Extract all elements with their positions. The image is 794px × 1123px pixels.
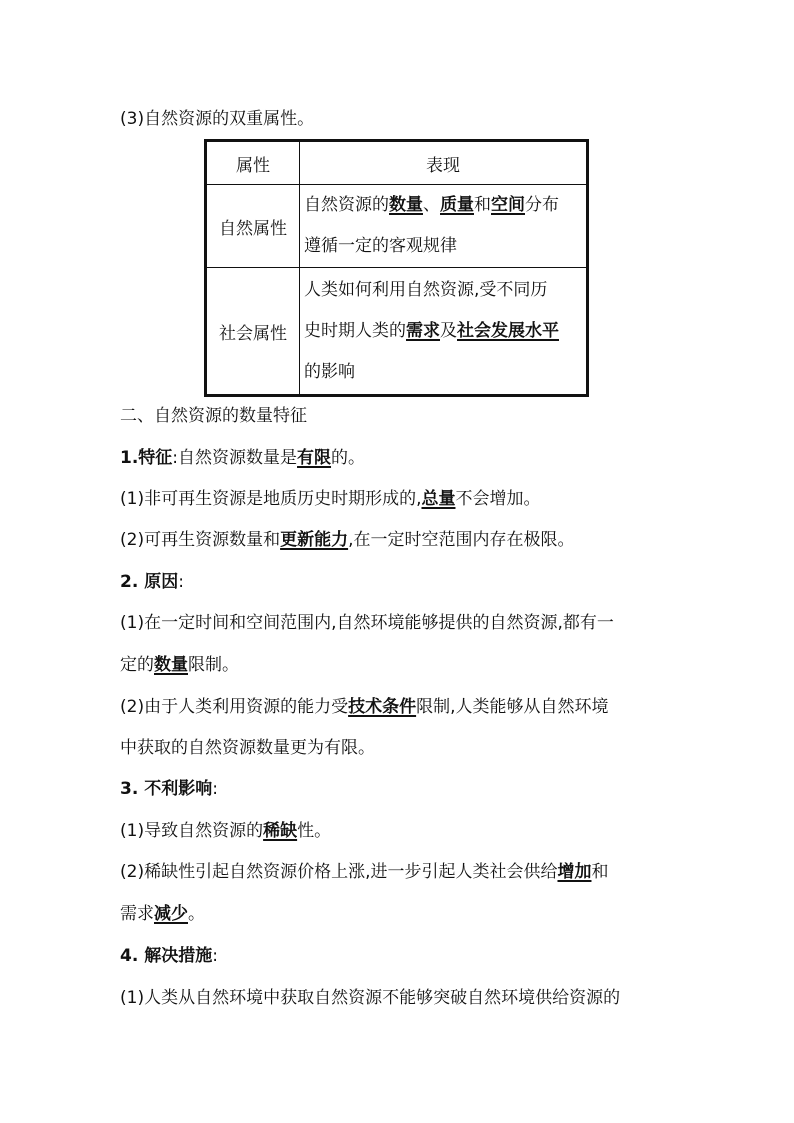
label: 4. 解决措施: [120, 946, 213, 966]
point3-1: [120, 820, 331, 842]
text: (1)非可再生资源是地质历史时期形成的,: [120, 489, 422, 509]
point2-2-line1: [120, 696, 609, 718]
point2: [120, 571, 184, 593]
key-term: 空间: [491, 195, 525, 215]
key-term: 技术条件: [348, 697, 417, 717]
point3: [120, 778, 218, 800]
cell-line: [304, 311, 582, 352]
header-attribute: 属性: [206, 141, 300, 185]
key-term: 减少: [154, 904, 188, 924]
performance-cell: [300, 268, 588, 396]
label: 特征: [138, 448, 173, 468]
point4-1-line1: (1)人类从自然环境中获取自然资源不能够突破自然环境供给资源的: [120, 988, 621, 1008]
text: 分布: [525, 195, 559, 215]
text: :自然资源数量是: [172, 448, 298, 468]
key-term: 更新能力: [280, 530, 349, 550]
point2-2-line2: 中获取的自然资源数量更为有限。: [120, 738, 375, 758]
text: 。: [188, 904, 205, 924]
label: 2. 原因: [120, 572, 179, 592]
text: 自然资源的: [304, 195, 389, 215]
text: 不会增加。: [455, 489, 541, 509]
text: 需求: [120, 904, 154, 924]
text: 和: [591, 862, 609, 882]
key-term: 数量: [389, 195, 423, 215]
point2-1-line2: [120, 654, 239, 676]
attribute-cell: 自然属性: [206, 185, 300, 268]
point1: [120, 447, 365, 469]
cell-line: 人类如何利用自然资源,受不同历: [304, 279, 548, 300]
attribute-cell: 社会属性: [206, 268, 300, 396]
key-term: 增加: [557, 862, 592, 882]
text: :: [212, 946, 218, 966]
header-performance: 表现: [300, 141, 588, 185]
part2-heading: 二、自然资源的数量特征: [120, 406, 307, 426]
key-term: 有限: [297, 448, 332, 468]
key-term: 稀缺: [263, 821, 298, 841]
point1-2: [120, 529, 575, 551]
text: 限制,人类能够从自然环境: [416, 697, 609, 717]
key-term: 总量: [421, 489, 456, 509]
cell-line: 遵循一定的客观规律: [304, 236, 457, 256]
text: 及: [440, 320, 457, 341]
label: 3. 不利影响: [120, 779, 213, 799]
key-term: 需求: [406, 320, 440, 341]
text: (2)可再生资源数量和: [120, 530, 281, 550]
key-term: 数量: [154, 655, 188, 675]
point1-1: [120, 488, 540, 510]
attribute-table: [204, 139, 589, 397]
table-row: [206, 185, 588, 268]
key-term: 社会发展水平: [457, 320, 559, 341]
key-term: 质量: [440, 195, 474, 215]
text: 的。: [331, 448, 366, 468]
table-row: [206, 268, 588, 396]
text: (2)稀缺性引起自然资源价格上涨,进一步引起人类社会供给: [120, 862, 558, 882]
text: 定的: [120, 655, 154, 675]
num: 1.: [120, 448, 139, 468]
text: :: [212, 779, 218, 799]
performance-cell: [300, 185, 588, 268]
text: (2)由于人类利用资源的能力受: [120, 697, 349, 717]
cell-line: [304, 185, 582, 226]
text: 限制。: [188, 655, 239, 675]
text: 性。: [297, 821, 332, 841]
point4: [120, 945, 218, 967]
point3-2-line2: [120, 903, 205, 925]
text: (1)导致自然资源的: [120, 821, 264, 841]
text: 和: [474, 195, 491, 215]
point2-1-line1: (1)在一定时间和空间范围内,自然环境能够提供的自然资源,都有一: [120, 613, 614, 633]
text: :: [178, 572, 184, 592]
table-header-row: [206, 141, 588, 185]
text: ,在一定时空范围内存在极限。: [348, 530, 575, 550]
cell-line: 的影响: [304, 361, 355, 382]
text: 、: [423, 195, 440, 215]
section3-heading: (3)自然资源的双重属性。: [120, 109, 315, 129]
point3-2-line1: [120, 861, 608, 883]
text: 史时期人类的: [304, 320, 406, 341]
